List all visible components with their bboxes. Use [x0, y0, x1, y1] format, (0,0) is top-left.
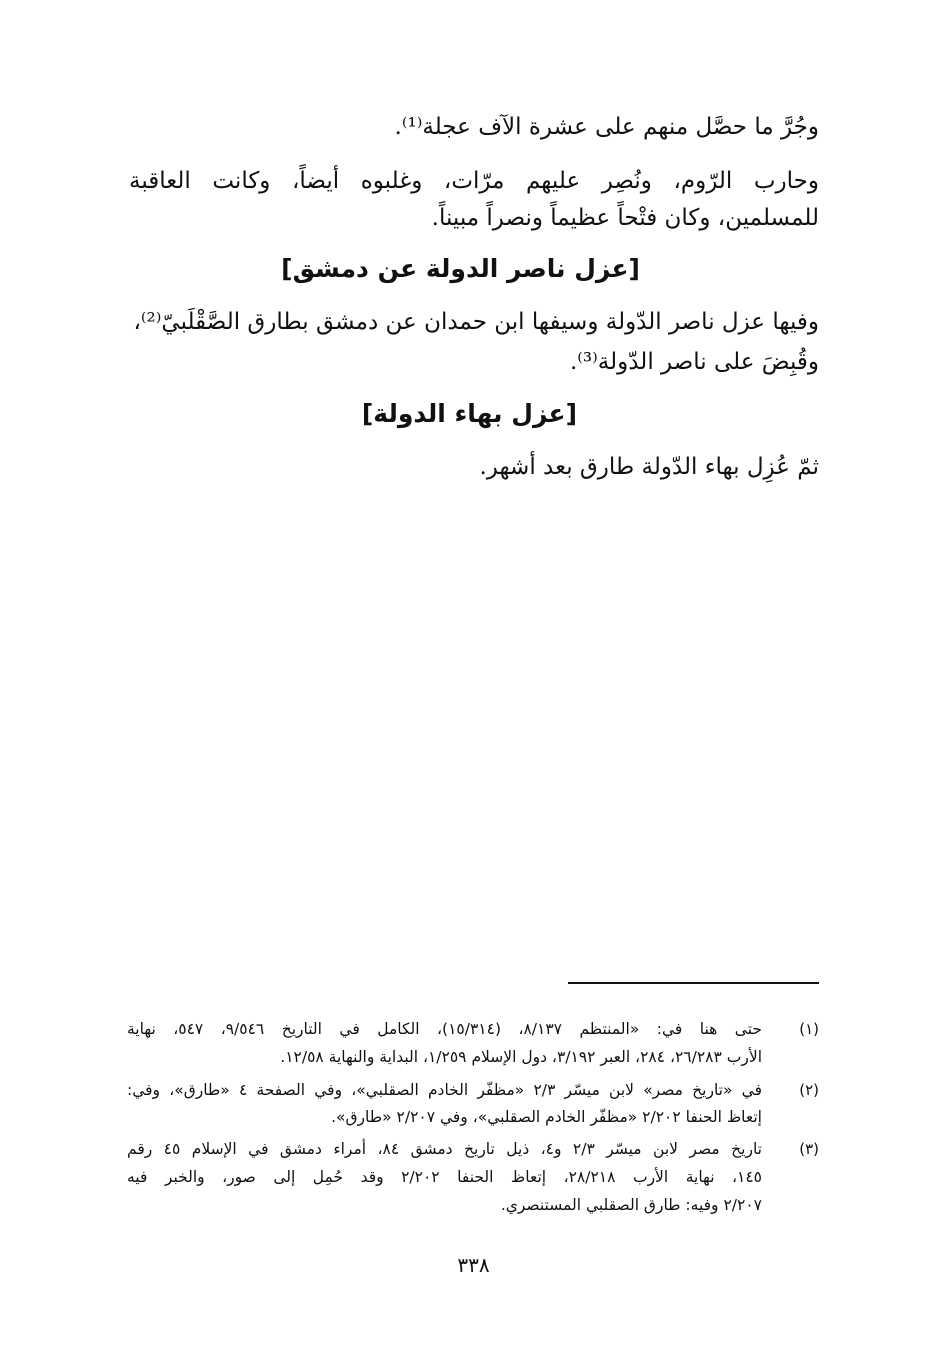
- footnote-2-line-2: إتعاظ الحنفا ٢/٢٠٢ «مظفّر الخادم الصقلبي»، وفي ٢/٢٠٧ «طارق».: [331, 1108, 762, 1126]
- body-line-3: للمسلمين، وكان فتْحاً عظيماً ونصراً مبيناً.: [431, 205, 819, 231]
- footnote-number-2: (٢): [799, 1081, 819, 1099]
- footnote-1-line-2: الأرب ٢٦/٢٨٣، ٢٨٤، العبر ٣/١٩٢، دول الإسلام ١/٢٥٩، البداية والنهاية ١٢/٥٨.: [280, 1048, 762, 1066]
- footnote-3-line-2: ١٤٥، نهاية الأرب ٢٨/٢١٨، إتعاظ الحنفا ٢/٢٠٢ وقد حُمِل إلى صور، والخبر فيه: [127, 1168, 763, 1186]
- body-line-2: وحارب الرّوم، ونُصِر عليهم مرّات، وغلبوه أيضاً، وكانت العاقبة: [129, 168, 819, 194]
- footnote-3-line-3: ٢/٢٠٧ وفيه: طارق الصقلبي المستنصري.: [500, 1196, 762, 1214]
- footnote-3-line-1: تاريخ مصر لابن ميسّر ٢/٣ و٤، ذيل تاريخ دمشق ٨٤، أمراء دمشق في الإسلام ٤٥ رقم: [127, 1140, 762, 1158]
- body-line-5: وقُبِضَ على ناصر الدّولة⁽³⁾.: [569, 349, 819, 375]
- footnote-number-1: (١): [799, 1020, 819, 1038]
- body-line-4: وفيها عزل ناصر الدّولة وسيفها ابن حمدان عن دمشق بطارق الصَّقْلَبيّ⁽²⁾،: [133, 309, 819, 335]
- footnote-1-line-1: حتى هنا في: «المنتظم ٨/١٣٧، (١٥/٣١٤)، الكامل في التاريخ ٩/٥٤٦، ٥٤٧، نهاية: [127, 1020, 762, 1038]
- footnote-2-line-1: في «تاريخ مصر» لابن ميسّر ٢/٣ «مظفّر الخادم الصقلبي»، وفي الصفحة ٤ «طارق»، وفي:: [127, 1081, 762, 1099]
- page-number: ٣٣٨: [457, 1253, 490, 1277]
- section-heading-bahaa: [عزل بهاء الدولة]: [361, 399, 577, 428]
- section-heading-damascus: [عزل ناصر الدولة عن دمشق]: [281, 254, 640, 283]
- body-line-1: وجُرَّ ما حصَّل منهم على عشرة الآف عجلة⁽¹⁾.: [394, 114, 819, 140]
- body-line-6: ثمّ عُزِل بهاء الدّولة طارق بعد أشهر.: [479, 454, 819, 480]
- footnote-separator: [568, 982, 819, 984]
- footnote-number-3: (٣): [799, 1140, 819, 1158]
